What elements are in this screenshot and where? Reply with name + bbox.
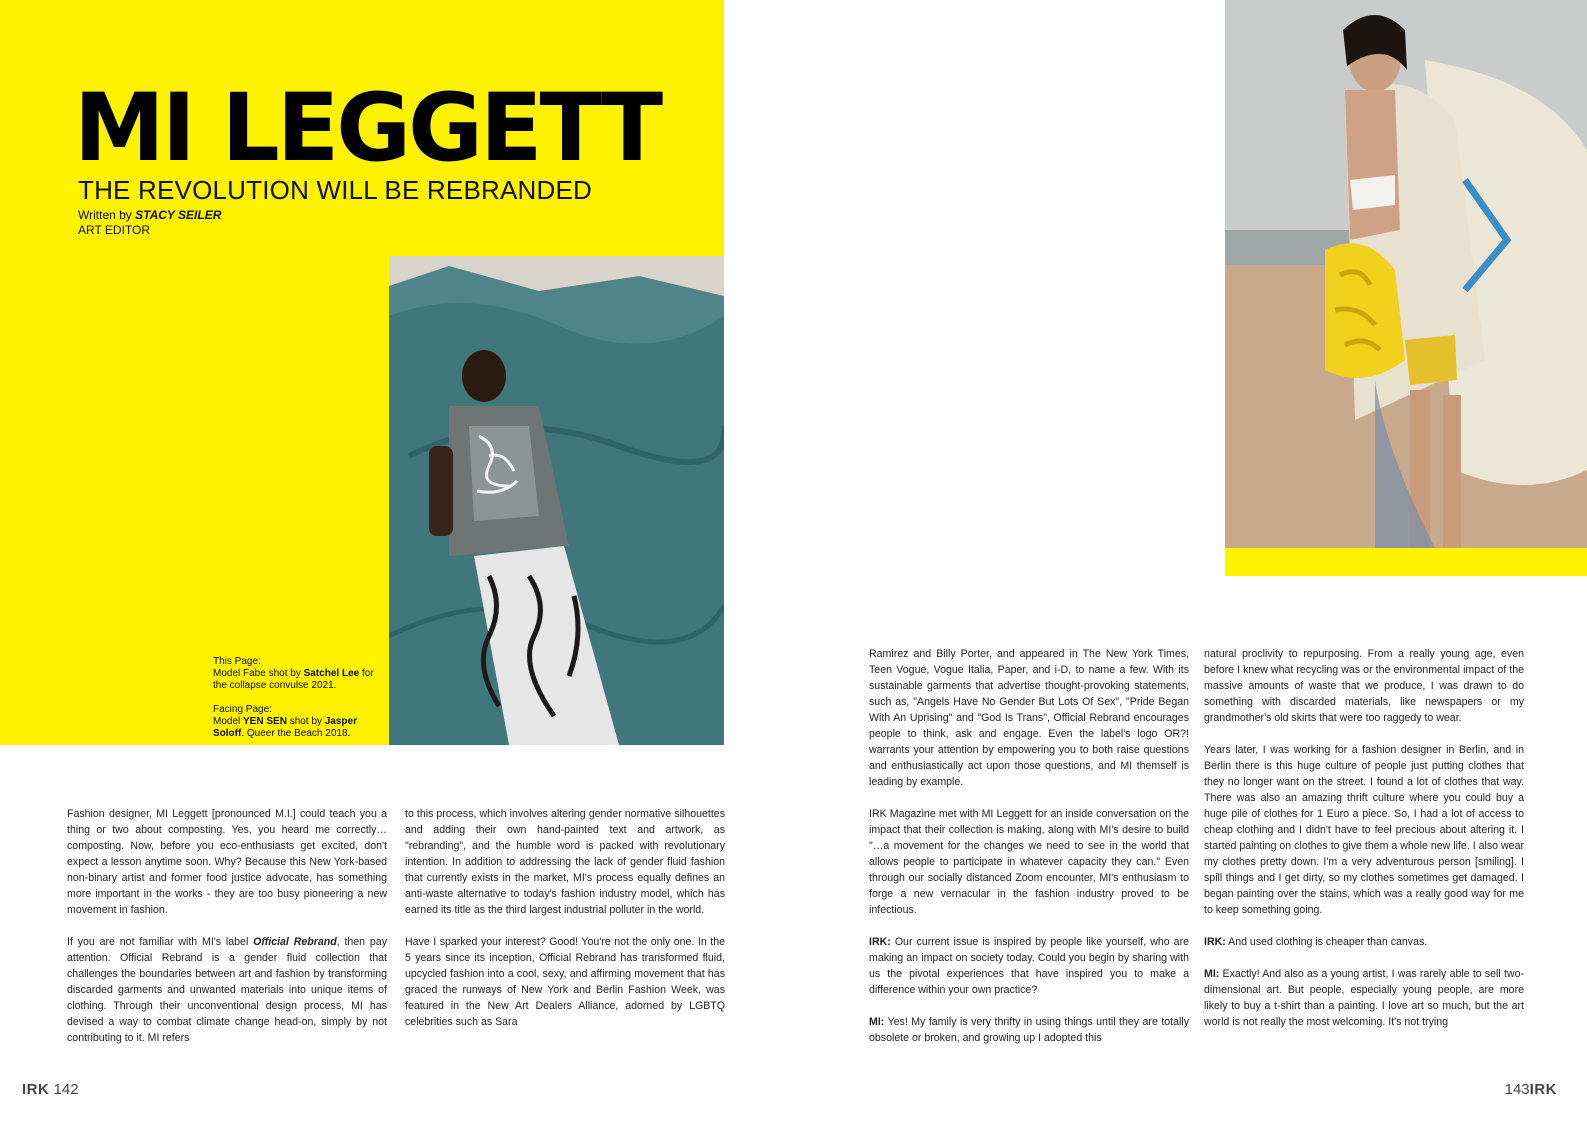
caption-text: Model xyxy=(213,716,244,727)
photo-model-fabe xyxy=(389,256,724,745)
speaker-label: MI: xyxy=(1204,968,1220,980)
folio-left xyxy=(22,1081,79,1098)
caption-text: shot by xyxy=(286,716,325,727)
label-name: Official Rebrand xyxy=(253,936,337,948)
speaker-label: IRK: xyxy=(869,936,891,948)
interview-question xyxy=(869,934,1189,998)
folio-right xyxy=(1505,1081,1557,1098)
author-role: ART EDITOR xyxy=(78,223,151,237)
magazine-logo: IRK xyxy=(1529,1081,1557,1098)
caption-this-page-label: This Page: xyxy=(213,656,261,667)
photographer-credit: Jasper Soloff xyxy=(213,716,357,739)
article-title: MI LEGGETT xyxy=(74,74,661,183)
photo-caption xyxy=(213,656,383,740)
photographer-credit: Satchel Lee xyxy=(303,668,360,679)
text-run: And used clothing is cheaper than canvas. xyxy=(1225,936,1428,948)
speaker-label: MI: xyxy=(869,1016,885,1028)
interview-answer xyxy=(869,1014,1189,1046)
paragraph: Ramirez and Billy Porter, and appeared in The New York Times, Teen Vogue, Vogue Italia, Paper, and i-D, to name a few. With its sustainable garments that advertise thought-provoking statements, such as, "Angels Have No Gender But Lots Of Sex", "Pride Began With An Uprising" and "God Is Trans", Official Rebrand encourages people to think, ask and engage. Even the label's logo OR?! warrants your attention by empowering you to both raise questions and enthusiastically act upon those questions, and MI themself is leading by example. xyxy=(869,648,1189,788)
magazine-logo: IRK xyxy=(22,1081,50,1098)
author-name: STACY SEILER xyxy=(135,208,222,222)
caption-facing-page-label: Facing Page: xyxy=(213,704,272,715)
model-credit: YEN SEN xyxy=(243,716,287,727)
page-number: 143 xyxy=(1504,1081,1530,1098)
text-run: Exactly! And also as a young artist, I was rarely able to sell two-dimensional art. But people, especially young people, are more likely to buy a t-shirt than a painting. I love art so much, but the art world is not really the most welcoming. It's not trying xyxy=(1204,968,1524,1028)
paragraph: to this process, which involves altering gender normative silhouettes and adding their own hand-painted text and artwork, as "rebranding", and the humble word is packed with revolutionary intention. In addition to addressing the lack of gender fluid fashion that currently exists in the market, MI's process equally defines an anti-waste alternative to today's fashion industry model, which has earned its title as the third largest industrial polluter in the world. xyxy=(405,808,725,916)
speaker-label: IRK: xyxy=(1204,936,1226,948)
paragraph: Years later, I was working for a fashion designer in Berlin, and in Berlin there is this huge culture of people just putting clothes that they no longer want on the street. I found a lot of clothes that way. There was also an amazing thrift culture where you could buy a huge pile of clothes for 1 Euro a piece. So, I had a lot of access to cheap clothing and I didn't have to feel precious about altering it. I started painting on clothes to give them a whole new life. I also wear my clothes pretty down. I'm a very adventurous person [smiling]. I spill things and I get dirty, so my clothes sometimes get damaged. I began painting over the stains, which was a really good way for me to keep something going. xyxy=(1204,744,1524,916)
interview-question xyxy=(1204,934,1524,950)
caption-text: Model Fabe shot by xyxy=(213,668,304,679)
article-subtitle: THE REVOLUTION WILL BE REBRANDED xyxy=(78,175,592,205)
page-number: 142 xyxy=(53,1081,79,1098)
byline-prefix: Written by xyxy=(78,208,136,222)
body-column-2 xyxy=(405,806,725,1030)
byline xyxy=(78,208,221,238)
body-column-3 xyxy=(869,646,1189,1046)
text-run: Yes! My family is very thrifty in using things until they are totally obsolete or broken, and growing up I adopted this xyxy=(869,1016,1189,1044)
body-column-4 xyxy=(1204,646,1524,1030)
text-run: Our current issue is inspired by people like yourself, who are making an impact on society today. Could you begin by sharing with us the pivotal experiences that have inspired you to make a difference within your own practice? xyxy=(869,936,1189,996)
paragraph: IRK Magazine met with MI Leggett for an inside conversation on the impact that their collection is making, along with MI's desire to build "…a movement for the changes we need to see in the world that allows people to participate in whatever capacity they can." Even through our socially distanced Zoom encounter, MI's enthusiasm to forge a new vernacular in the fashion industry proved to be infectious. xyxy=(869,808,1189,916)
caption-text: for the collapse convulse 2021. xyxy=(213,668,374,691)
paragraph: Fashion designer, MI Leggett [pronounced M.I.] could teach you a thing or two about composting. Yes, you heard me correctly… composting. Now, before you eco-enthusiasts get excited, don't expect a lesson anytime soon. Why? Because this New York-based non-binary artist and former food justice advocate, has something more important in the works - they are too busy pioneering a new movement in fashion. xyxy=(67,808,387,916)
photo-model-yen-sen xyxy=(1225,0,1587,548)
paragraph xyxy=(67,934,387,1046)
body-column-1 xyxy=(67,806,387,1046)
text-run: , then pay attention. Official Rebrand is a gender fluid collection that challenges the boundaries between art and fashion by transforming discarded garments and unwanted materials into unique items of clothing. Through their unconventional design process, MI has devised a way to combat climate change head-on, simply by not contributing to it. MI refers xyxy=(67,936,387,1044)
paragraph: natural proclivity to repurposing. From a really young age, even before I knew what recycling was or the environmental impact of the massive amounts of waste that we produce, I was drawn to do something with discarded materials, like newspapers or my grandmother's old skirts that were too raggedy to wear. xyxy=(1204,648,1524,724)
interview-answer xyxy=(1204,966,1524,1030)
caption-text: . Queer the Beach 2018. xyxy=(241,728,351,739)
text-run: If you are not familiar with MI's label xyxy=(67,936,254,948)
paragraph: Have I sparked your interest? Good! You're not the only one. In the 5 years since its inception, Official Rebrand has transformed fluid, upcycled fashion into a cool, sexy, and affirming movement that has graced the runways of New York and Berlin Fashion Week, was featured in the New Art Dealers Alliance, adorned by LGBTQ celebrities such as Sara xyxy=(405,936,725,1028)
